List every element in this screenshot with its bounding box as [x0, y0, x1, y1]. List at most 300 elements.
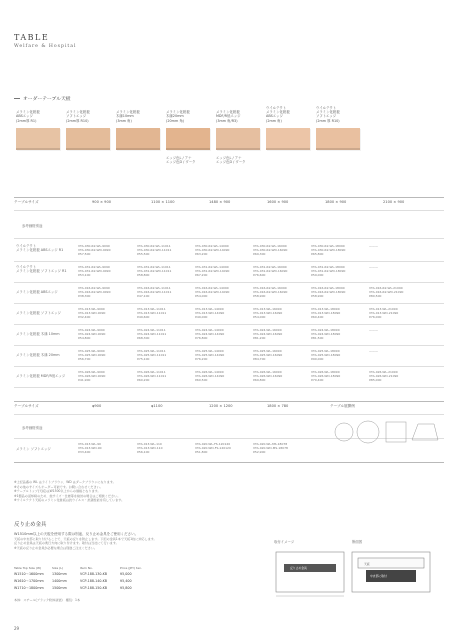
- table-cell: [195, 328, 224, 340]
- table-cell-line: ¥57,500: [78, 252, 91, 257]
- table-cell-line: VTA-016-R2-WL-16090: [253, 286, 287, 290]
- edge-color-note: [216, 156, 246, 165]
- table-rule: [14, 261, 444, 262]
- table-cell-line: ¥76,000: [369, 315, 382, 320]
- table-cell: [78, 349, 105, 361]
- table-row-label-line: メラミン ソフトエッジ: [16, 447, 51, 451]
- bracket-table-header: Size (L): [52, 566, 64, 570]
- ref-price-label: 参考価格別途: [22, 426, 43, 430]
- table-cell: [137, 349, 166, 361]
- layout-example-sketch: [330, 416, 440, 450]
- table-cell-line: VTA-026-WD-21090: [369, 374, 399, 379]
- table-size-header: 1800 × 780: [267, 404, 289, 408]
- layout-example-label: テーブル展開例: [330, 404, 355, 408]
- table-cell: [253, 442, 288, 454]
- table-cell: [78, 265, 110, 277]
- table-size-header: 1600 × 900: [267, 200, 289, 204]
- bracket-table-header: Item No.: [80, 566, 93, 570]
- table-cell: [369, 370, 398, 382]
- table-rule: [14, 210, 444, 211]
- swatch-label-line: メラミン化粧板: [116, 110, 140, 114]
- table-cell-line: VTA-026-WL-16090: [253, 370, 282, 374]
- table-cell-line: VTA-026-WL-11011: [137, 370, 166, 374]
- swatch-label-line: メラミン化粧板: [266, 109, 290, 114]
- table-rule: [14, 462, 444, 463]
- table-cell-line: VTA-024-WL-11011: [137, 328, 166, 332]
- table-cell-line: VTA-024-WD-16090: [253, 332, 283, 337]
- table-cell-line: ¥65,800: [311, 252, 324, 257]
- table-cell-line: ¥52,900: [253, 450, 266, 455]
- page-title: TABLE: [14, 33, 50, 42]
- table-row-label-line: メラミン化粧板 ABSエッジ: [16, 290, 58, 294]
- page-number: 29: [14, 626, 20, 631]
- table-shape-sketch: [386, 422, 406, 442]
- table-cell-line: VTA-024-WL-18090: [311, 328, 340, 332]
- table-cell: [195, 442, 231, 454]
- table-row-label: [16, 244, 63, 253]
- table-cell-line: ¥90,000: [311, 357, 324, 362]
- table-cell-line: ¥60,400: [311, 315, 324, 320]
- swatch-label-line: (3mm 角/R3): [216, 118, 238, 123]
- swatch-label-line: ウイルテクト: [316, 105, 337, 110]
- table-cell-line: VTA-030-R2-WL-16090: [253, 244, 287, 248]
- table-cell-line: ¥85,000: [369, 378, 382, 383]
- swatch-label-line: (2mm 厚 R10): [316, 118, 340, 123]
- table-cell: [311, 328, 340, 340]
- table-cell: [311, 307, 340, 319]
- table-cell: [311, 349, 340, 361]
- page-subtitle: Welfare & Hospital: [14, 44, 77, 49]
- table-rule: [14, 345, 444, 346]
- table-cell: [137, 244, 171, 256]
- table-cell-line: VTA-016-R2-WL-9090: [78, 286, 110, 290]
- table-row-label-line: メラミン化粧板 木縁 10mm: [16, 332, 60, 336]
- table-cell-line: VTA-030-R2-WL-9090: [78, 244, 110, 248]
- swatch-label-line: (2mm厚 R1): [16, 118, 37, 123]
- bracket-table-cell: 1300mm: [52, 572, 67, 576]
- table-cell-line: VTA-016-R2-WD-9090: [78, 290, 111, 295]
- table-cell-line: ¥60,200: [137, 378, 150, 383]
- note-line: ※上記品番の WL はライトブラウン、WD はダークブラウンになります。: [14, 480, 116, 484]
- table-cell-line: VTA-024-WL-9090: [78, 328, 105, 332]
- table-cell: [78, 328, 105, 340]
- table-cell-line: VTA-031-R2-WD-11011: [137, 269, 172, 274]
- table-cell-line: ¥84,700: [253, 357, 266, 362]
- table-cell-line: VTA-016-R2-WD-18090: [311, 290, 346, 295]
- swatch-label-line: 木縁20mm: [166, 114, 184, 119]
- table-cell: [78, 244, 110, 256]
- table-cell-line: VTA-013-WD-11011: [137, 311, 167, 316]
- table-cell-line: VTA-026-WL-18090: [311, 370, 340, 374]
- table-cell-line: VTA-016-R2-WD-11011: [137, 290, 172, 295]
- table-cell-line: VTA-016-R2-WD-21090: [369, 290, 404, 295]
- table-shape-sketch: [357, 421, 379, 443]
- table-rule: [14, 324, 444, 325]
- table-cell-line: VTA-025-WD-14090: [195, 353, 225, 358]
- table-rule: [14, 366, 444, 367]
- swatch-label-line: ソフトエッジ: [66, 114, 87, 119]
- table-cell-line: VTA-031-R2-WD-14090: [195, 269, 230, 274]
- swatch-label-line: ABSエッジ: [266, 114, 283, 119]
- table-cell-line: VTA-030-R2-WL-14090: [195, 244, 229, 248]
- table-cell-line: ¥59,000: [311, 273, 324, 278]
- table-cell-line: VTA-024-WL-16090: [253, 328, 282, 332]
- swatch-chip: [316, 128, 360, 150]
- table-size-label: テーブルサイズ: [14, 200, 39, 204]
- table-cell: [369, 265, 378, 269]
- table-cell-line: ———: [369, 244, 378, 248]
- swatch-label: [66, 110, 108, 123]
- table-cell: [253, 244, 287, 256]
- table-cell-line: VTA-013-WD-16090: [253, 311, 283, 316]
- table-row-label: [16, 332, 60, 336]
- table-cell-line: ¥54,800: [78, 336, 91, 341]
- table-cell-line: VTA-025-WL-16090: [253, 349, 282, 353]
- table-cell-line: ¥49,600: [137, 315, 150, 320]
- order-section-heading: オーダーテーブル天板: [14, 95, 71, 102]
- table-cell-line: ———: [369, 265, 378, 269]
- table-cell: [253, 265, 287, 277]
- table-cell-line: VTA-031-R2-WD-16090: [253, 269, 288, 274]
- table-cell-line: VTA-016-R2-WL-18090: [311, 286, 345, 290]
- swatch-label-line: ソフトエッジ: [316, 114, 337, 119]
- diagram-title-section: 断面図: [352, 540, 363, 544]
- table-cell-line: VTA-024-WD-11011: [137, 332, 167, 337]
- table-cell-line: VTA-013-WL-9090: [78, 307, 105, 311]
- swatch-label-line: メラミン化粧板: [166, 110, 190, 114]
- table-cell-line: VTA-026-WD-9090: [78, 374, 106, 379]
- table-cell-line: VTA-024-WD-18090: [311, 332, 341, 337]
- table-cell: [195, 265, 229, 277]
- table-row-label-line: メラミン化粧板 MDF/R低エッジ: [16, 374, 66, 378]
- table-cell-line: VTA-020-WL-MS-18078: [253, 442, 288, 446]
- swatch-label-line: 木縁10mm: [116, 114, 134, 119]
- table-cell-line: VTA-030-R2-WD-16090: [253, 248, 288, 253]
- table-cell-line: VTA-025-WL-14090: [195, 349, 224, 353]
- table-cell: [195, 349, 224, 361]
- table-cell-line: ¥49,000: [195, 315, 208, 320]
- table-cell-line: VTA-031-R2-WL-11011: [137, 265, 171, 269]
- table-cell-line: VTA-025-WD-11011: [137, 353, 167, 358]
- table-cell: [253, 349, 282, 361]
- swatch-chip: [66, 128, 110, 150]
- table-cell-line: VTA-025-WL-11011: [137, 349, 166, 353]
- table-row-label-line: メラミン化粧板 ソフトエッジ: [16, 311, 61, 315]
- edge-color-note-line: エッジ色D / ダーク: [216, 160, 246, 165]
- table-cell-line: ¥54,000: [195, 294, 208, 299]
- table-cell: [195, 286, 229, 298]
- table-cell-line: VTA-016-R2-WD-16090: [253, 290, 288, 295]
- table-cell: [311, 370, 340, 382]
- table-row-label-line: メラミン化粧板 木縁 20mm: [16, 353, 60, 357]
- table-size-header: 900 × 900: [92, 200, 112, 204]
- table-cell-line: ¥55,500: [137, 252, 150, 257]
- section-diagram: [352, 552, 430, 592]
- table-cell: [195, 370, 224, 382]
- table-cell-line: VTA-013-WD-9090: [78, 311, 106, 316]
- swatch-label-line: ABSエッジ: [16, 114, 33, 119]
- table-row-label: [16, 353, 60, 357]
- table-cell-line: VTA-013-WL-110: [137, 442, 162, 446]
- table-cell-line: VTA-026-WL-9090: [78, 370, 105, 374]
- table-row-label-line: ウイルテクト: [16, 244, 37, 248]
- table-cell-line: VTA-030-R2-WD-14090: [195, 248, 230, 253]
- swatch-label-line: メラミン化粧板: [66, 110, 90, 114]
- table-cell-line: VTA-013-WL-18090: [311, 307, 340, 311]
- table-cell-line: VTA-026-WD-11011: [137, 374, 167, 379]
- table-cell: [137, 286, 171, 298]
- table-cell-line: VTA-024-WD-14090: [195, 332, 225, 337]
- bracket-footnote: 本体：スチール(ブラック粉体塗装) 梱包：1本: [14, 598, 81, 602]
- table-cell: [78, 307, 105, 319]
- swatch-chip: [216, 128, 260, 150]
- bracket-table-cell: VCP-188-140-KB: [80, 579, 108, 583]
- table-cell-line: ¥33,400: [78, 450, 91, 455]
- table-cell: [137, 265, 171, 277]
- table-cell-line: ¥58,900: [253, 294, 266, 299]
- table-cell-line: VTA-024-WL-14090: [195, 328, 224, 332]
- table-cell-line: VTA-026-WD-14090: [195, 374, 225, 379]
- table-cell-line: VTA-031-R2-WD-9090: [78, 269, 111, 274]
- table-row-label: [16, 374, 65, 378]
- table-cell: [369, 244, 378, 248]
- table-cell-line: ¥60,500: [195, 378, 208, 383]
- table-cell: [311, 244, 345, 256]
- table-cell: [137, 370, 166, 382]
- table-cell-line: ¥51,800: [195, 450, 208, 455]
- table-cell-line: ———: [369, 349, 378, 353]
- edge-color-note-line: エッジ色L / アナ: [216, 156, 242, 160]
- diagram-label-center: 中央部に取付: [370, 574, 387, 578]
- table-rule: [14, 401, 444, 402]
- table-cell-line: VTA-013-WD-110: [137, 446, 163, 451]
- swatch-label-line: (20mm 角): [166, 118, 185, 123]
- table-cell-line: VTA-025-WL-9090: [78, 349, 105, 353]
- table-cell-line: VTA-026-WD-16090: [253, 374, 283, 379]
- table-rule: [14, 197, 444, 198]
- table-cell: [195, 307, 224, 319]
- table-size-header: φ900: [92, 404, 102, 408]
- swatch-label-line: MDF/R低エッジ: [216, 114, 241, 119]
- bracket-paragraph: W1510mm以上の天板を使用する際は別途、反り止め金具をご使用ください。: [14, 532, 139, 536]
- table-cell: [311, 265, 345, 277]
- bracket-paragraph: ※天板の反り止め金具が必要な場合は別途ご注文ください。: [14, 545, 98, 550]
- table-cell-line: VTA-026-WL-21090: [369, 370, 398, 374]
- edge-color-note-line: エッジ色D / ダーク: [166, 160, 196, 165]
- swatch-label: [216, 110, 258, 123]
- swatch-chip: [116, 128, 160, 150]
- bracket-table-cell: VCP-188-150-KB: [80, 586, 108, 590]
- table-cell-line: VTA-013-WL-14090: [195, 307, 224, 311]
- bracket-description: [14, 532, 264, 550]
- table-cell-line: ¥41,900: [78, 378, 91, 383]
- table-cell: [253, 286, 287, 298]
- swatch-chip: [266, 128, 310, 150]
- swatch-label-line: (2mm厚 R10): [66, 118, 89, 123]
- swatch-label-line: (3mm 角): [116, 118, 132, 123]
- table-cell-line: ¥76,200: [195, 357, 208, 362]
- table-cell: [137, 328, 166, 340]
- diagram-label-bracket: 反り止め金具: [290, 566, 307, 570]
- table-size-header: 1800 × 900: [325, 200, 347, 204]
- table-cell-line: VTA-013-WD-21090: [369, 311, 399, 316]
- table-row-label-line: メラミン化粧板 ABSエッジ R1: [16, 248, 64, 253]
- table-cell-line: ¥56,100: [137, 450, 150, 455]
- table-cell-line: VTA-030-R2-WD-9090: [78, 248, 111, 253]
- bracket-table-cell: 1400mm: [52, 579, 67, 583]
- table-cell-line: VTA-030-R2-WD-11011: [137, 248, 172, 253]
- table-row-label-line: メラミン化粧板 ソフトエッジ R1: [16, 269, 67, 274]
- bracket-paragraph: 反り止め金具は天板の奥行方向に取り付けます。取付は当社にて行います。: [14, 541, 119, 546]
- table-cell-line: VTA-013-WD-14090: [195, 311, 225, 316]
- table-cell: [369, 328, 378, 332]
- table-cell-line: VTA-016-R2-WD-14090: [195, 290, 230, 295]
- swatch-label: [116, 110, 158, 123]
- table-row-label: [16, 311, 61, 315]
- table-cell: [137, 442, 163, 454]
- table-cell-line: ¥54,000: [253, 315, 266, 320]
- table-cell-line: VTA-031-R2-WL-16090: [253, 265, 287, 269]
- table-cell-line: ¥69,300: [253, 252, 266, 257]
- table-cell-line: VTA-013-WD-90: [78, 446, 102, 451]
- table-cell-line: VTA-020-WD-MS-18078: [253, 446, 288, 451]
- table-cell-line: ¥75,100: [137, 357, 150, 362]
- table-cell-line: VTA-016-R2-WL-14090: [195, 286, 229, 290]
- bracket-table-cell: W1610〜1700mm: [14, 579, 44, 583]
- table-cell-line: VTA-020-WL-FS-120120: [195, 442, 231, 446]
- table-size-header: 2100 × 900: [383, 200, 405, 204]
- table-cell-line: VTA-026-WL-14090: [195, 370, 224, 374]
- bracket-diagram: [274, 548, 444, 598]
- swatch-label-line: メラミン化粧板: [16, 110, 40, 114]
- swatch-label: [316, 106, 358, 123]
- table-cell: [369, 307, 398, 319]
- edge-color-note: [166, 156, 196, 165]
- table-row-label-line: ウイルテクト: [16, 265, 37, 269]
- note-line: ※ウイルテクト天板のメラミン化粧板は抗ウイルス・抗菌性能を有しています。: [14, 498, 125, 503]
- diagram-title-install: 取付イメージ: [274, 540, 295, 544]
- table-cell-line: VTA-030-R2-WL-11011: [137, 244, 171, 248]
- table-cell-line: VTA-013-WL-16090: [253, 307, 282, 311]
- table-cell-line: VTA-025-WD-18090: [311, 353, 341, 358]
- table-cell-line: VTA-030-R2-WD-18090: [311, 248, 346, 253]
- table-cell-line: VTA-031-R2-WL-9090: [78, 265, 110, 269]
- table-cell-line: VTA-013-WL-21090: [369, 307, 398, 311]
- table-cell-line: VTA-030-R2-WL-18090: [311, 244, 345, 248]
- table-row-label: [16, 447, 51, 451]
- table-cell: [253, 328, 282, 340]
- table-cell-line: ¥76,600: [253, 273, 266, 278]
- table-size-header: 1200 × 1200: [209, 404, 233, 408]
- table-cell: [369, 349, 378, 353]
- table-cell: [137, 307, 166, 319]
- table-size-label: テーブルサイズ: [14, 404, 39, 408]
- table-cell-line: VTA-031-R2-WL-18090: [311, 265, 345, 269]
- table-cell-line: VTA-025-WD-9090: [78, 353, 106, 358]
- table-cell: [253, 370, 282, 382]
- swatch-label-line: ウイルテクト: [266, 105, 287, 110]
- table-cell-line: ¥58,800: [137, 273, 150, 278]
- table-size-header: 1480 × 900: [209, 200, 231, 204]
- bracket-table-header: Table Top Size (W): [14, 566, 42, 570]
- table-cell: [253, 307, 282, 319]
- table-cell-line: ¥68,300: [137, 336, 150, 341]
- table-cell-line: ¥53,100: [78, 273, 91, 278]
- table-rule: [14, 238, 444, 239]
- install-diagram: [276, 552, 344, 596]
- notes-block: [14, 480, 444, 503]
- table-cell-line: VTA-026-WD-18090: [311, 374, 341, 379]
- bracket-table-cell: ¥5,000: [120, 572, 132, 576]
- table-cell-line: ¥58,900: [311, 294, 324, 299]
- bracket-table-cell: ¥5,800: [120, 586, 132, 590]
- table-cell-line: VTA-031-R2-WD-18090: [311, 269, 346, 274]
- table-size-header: φ1100: [151, 404, 163, 408]
- table-cell: [78, 442, 102, 454]
- swatch-chip: [166, 128, 210, 150]
- table-shape-sketch: [335, 423, 353, 441]
- table-row-label: [16, 290, 58, 294]
- table-cell-line: VTA-020-WD-FS-120120: [195, 446, 231, 451]
- table-cell-line: VTA-013-WL-11011: [137, 307, 166, 311]
- bracket-section-heading: 反り止め金具: [14, 522, 47, 528]
- table-cell-line: ¥67,200: [195, 273, 208, 278]
- table-cell: [311, 286, 345, 298]
- edge-color-note-line: エッジ色L / アナ: [166, 156, 192, 160]
- table-rule: [14, 387, 444, 388]
- table-cell-line: ¥69,800: [253, 378, 266, 383]
- swatch-label-line: メラミン化粧板: [316, 109, 340, 114]
- bracket-table-header: Price (JPY) tax.: [120, 566, 142, 570]
- table-shape-sketch: [412, 424, 438, 440]
- table-cell-line: ¥70,400: [311, 378, 324, 383]
- table-rule: [14, 414, 444, 415]
- ref-price-label: 参考価格別途: [22, 224, 43, 228]
- bracket-table-cell: ¥5,400: [120, 579, 132, 583]
- table-cell-line: VTA-025-WD-16090: [253, 353, 283, 358]
- table-cell-line: ———: [369, 328, 378, 332]
- table-cell-line: ¥38,300: [78, 294, 91, 299]
- table-cell: [369, 286, 403, 298]
- swatch-label-line: メラミン化粧板: [216, 110, 240, 114]
- table-cell-line: ¥80,500: [369, 294, 382, 299]
- swatch-label: [16, 110, 58, 123]
- table-size-header: 1100 × 1100: [151, 200, 175, 204]
- table-cell-line: VTA-013-WD-18090: [311, 311, 341, 316]
- bracket-table-cell: W1510〜1600mm: [14, 572, 44, 576]
- table-cell-line: ¥81,500: [311, 336, 324, 341]
- table-cell-line: ¥81,200: [253, 336, 266, 341]
- bracket-table-cell: VCP-188-130-KB: [80, 572, 108, 576]
- note-line: ※テーブルトップ(天板)はW1500以上からの価格となります。: [14, 489, 101, 494]
- table-cell-line: ¥47,100: [137, 294, 150, 299]
- table-cell-line: ¥56,700: [78, 357, 91, 362]
- table-cell-line: VTA-016-R2-WL-21090: [369, 286, 403, 290]
- swatch-label: [266, 106, 308, 123]
- table-cell: [78, 286, 110, 298]
- bracket-table-cell: 1500mm: [52, 586, 67, 590]
- swatch-chip: [16, 128, 60, 150]
- table-rule: [14, 303, 444, 304]
- table-cell: [195, 244, 229, 256]
- table-cell-line: ¥76,800: [195, 336, 208, 341]
- swatch-label: [166, 110, 208, 123]
- table-cell: [78, 370, 105, 382]
- table-row-label: [16, 265, 67, 274]
- table-cell-line: VTA-013-WL-90: [78, 442, 101, 446]
- table-cell-line: VTA-016-R2-WL-11011: [137, 286, 171, 290]
- table-cell-line: VTA-024-WD-9090: [78, 332, 106, 337]
